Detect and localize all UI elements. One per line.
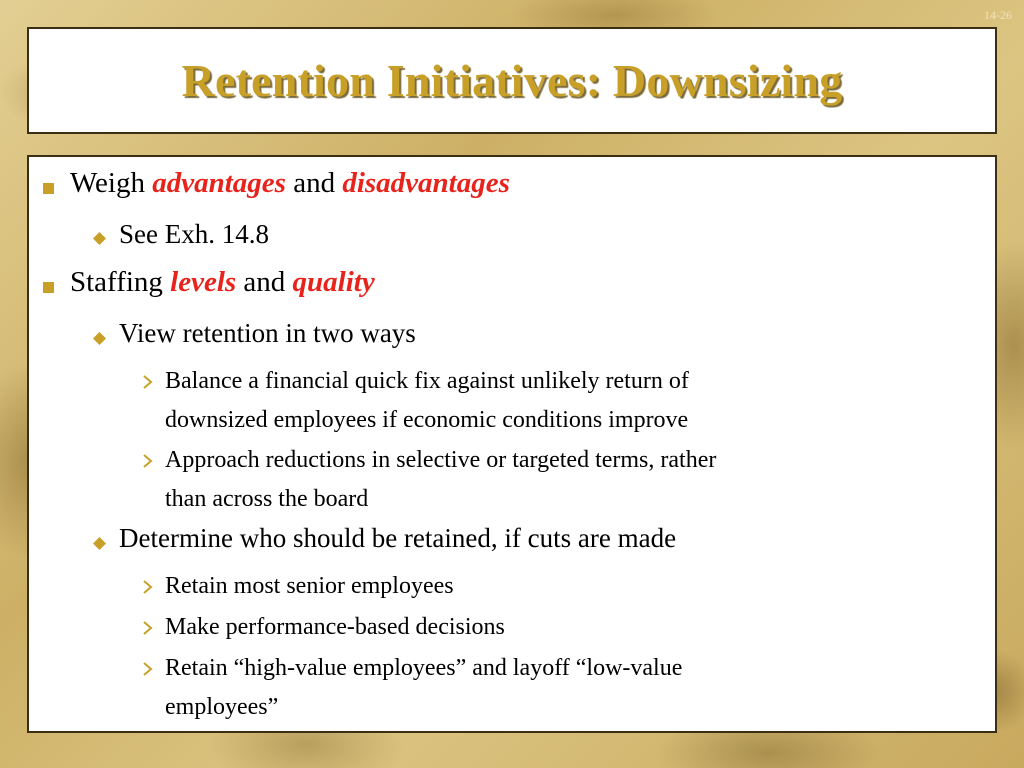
diamond-bullet-icon <box>93 537 106 550</box>
bullet-performance-based: Make performance-based decisions <box>165 614 505 640</box>
arrow-bullet-icon <box>143 375 153 389</box>
bullet-retain-senior: Retain most senior employees <box>165 573 454 599</box>
square-bullet-icon <box>43 183 54 194</box>
bullet-balance-line2: downsized employees if economic conditions improve <box>165 407 689 433</box>
bullet-text: and <box>236 266 293 298</box>
slide-number: 14-26 <box>984 8 1012 22</box>
bullet-text: Weigh <box>70 167 153 199</box>
emphasis-advantages: advantages <box>152 167 286 199</box>
square-bullet-icon <box>43 282 54 293</box>
bullet-see-exhibit: See Exh. 14.8 <box>119 219 269 249</box>
bullet-approach-line2: than across the board <box>165 486 369 512</box>
bullet-text: Staffing <box>70 266 171 298</box>
bullet-determine: Determine who should be retained, if cuts are made <box>119 523 677 553</box>
bullet-retain-high-value-line2: employees” <box>165 694 279 720</box>
bullet-retain-high-value-line1: Retain “high-value employees” and layoff “low-value <box>165 655 683 681</box>
diamond-bullet-icon <box>93 332 106 345</box>
diamond-bullet-icon <box>93 232 106 245</box>
arrow-bullet-icon <box>143 454 153 468</box>
emphasis-levels: levels <box>170 266 237 298</box>
bullet-staffing <box>70 266 375 299</box>
arrow-bullet-icon <box>143 621 153 635</box>
arrow-bullet-icon <box>143 580 153 594</box>
emphasis-quality: quality <box>292 266 375 298</box>
bullet-text: and <box>285 167 343 199</box>
bullet-balance-line1: Balance a financial quick fix against unlikely return of <box>165 368 689 394</box>
emphasis-disadvantages: disadvantages <box>342 167 510 199</box>
title-box <box>27 27 997 134</box>
content-box <box>27 155 997 733</box>
slide-title: Retention Initiatives: Downsizing <box>181 55 843 106</box>
bullet-weigh <box>70 167 510 200</box>
arrow-bullet-icon <box>143 662 153 676</box>
bullet-view-retention: View retention in two ways <box>119 318 416 348</box>
bullet-approach-line1: Approach reductions in selective or targeted terms, rather <box>165 447 717 473</box>
